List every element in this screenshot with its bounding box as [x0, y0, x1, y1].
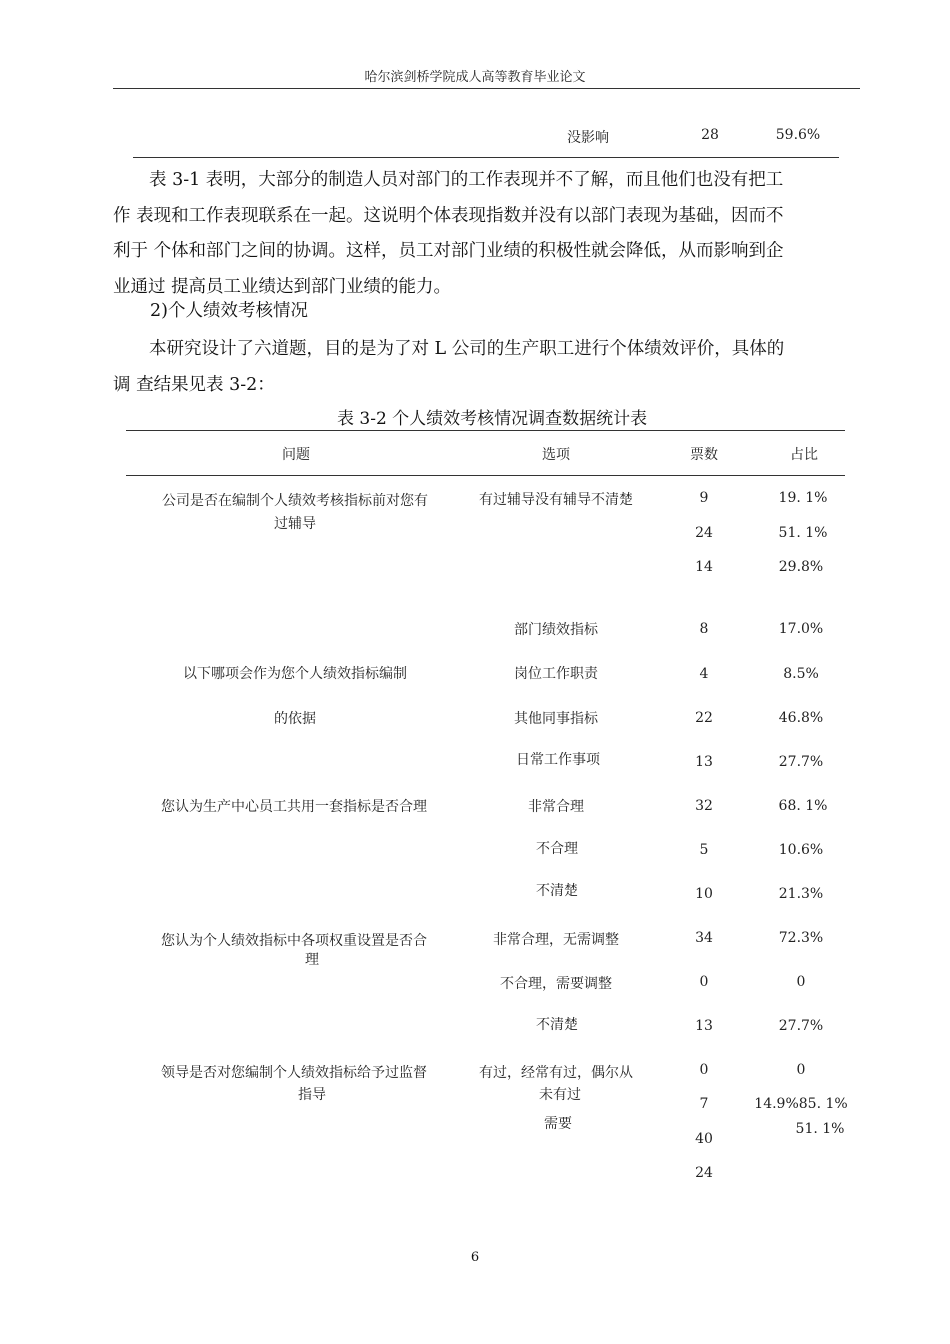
- q3-votes-2: 5: [699, 842, 709, 858]
- q2-ratio-2: 8.5%: [783, 666, 819, 682]
- q2-ratio-4: 27.7%: [778, 754, 824, 770]
- prev-table-bottom-rule: [133, 157, 839, 158]
- paragraph-line: 业通过 提高员工业绩达到部门业绩的能力。: [113, 276, 452, 297]
- q4-votes-1: 34: [695, 930, 713, 946]
- q3-ratio-3: 21.3%: [778, 886, 824, 902]
- q3-ratio-2: 10.6%: [778, 842, 824, 858]
- q5-question-line2: 指导: [298, 1087, 326, 1103]
- q5-ratio-2: 14.9%85. 1%: [754, 1096, 848, 1112]
- prev-table-option: 没影响: [567, 130, 609, 146]
- q4-option-3: 不清楚: [536, 1017, 578, 1033]
- q3-votes-3: 10: [695, 886, 713, 902]
- page-number: 6: [470, 1250, 480, 1265]
- q5-votes-4: 24: [695, 1165, 713, 1181]
- q5-ratio-1: 0: [796, 1062, 806, 1078]
- q5-option-line3: 需要: [544, 1116, 572, 1132]
- q4-option-1: 非常合理，无需调整: [493, 932, 619, 948]
- q2-question-line2: 的依据: [274, 711, 316, 727]
- q3-option-2: 不合理: [536, 841, 578, 857]
- q4-question-line2: 理: [305, 952, 319, 968]
- prev-table-votes: 28: [701, 127, 719, 143]
- q2-votes-4: 13: [695, 754, 713, 770]
- table-top-rule: [126, 430, 845, 431]
- q5-votes-2: 7: [699, 1096, 709, 1112]
- paragraph-line: 调 查结果见表 3-2：: [113, 374, 275, 395]
- prev-table-ratio: 59.6%: [775, 127, 821, 143]
- q1-question-line2: 过辅导: [274, 516, 316, 532]
- q4-option-2: 不合理，需要调整: [500, 976, 612, 992]
- paragraph-line: 作 表现和工作表现联系在一起。这说明个体表现指数并没有以部门表现为基础，因而不: [113, 205, 784, 226]
- q1-votes-1: 9: [699, 490, 709, 506]
- q2-option-4: 日常工作事项: [516, 752, 600, 768]
- q2-votes-1: 8: [699, 621, 709, 637]
- q5-votes-3: 40: [695, 1131, 713, 1147]
- table-caption: 表 3-2 个人绩效考核情况调查数据统计表: [337, 409, 648, 429]
- header-rule: [113, 88, 860, 89]
- q1-ratio-1: 19. 1%: [778, 490, 828, 506]
- page-header: 哈尔滨剑桥学院成人高等教育毕业论文: [364, 70, 586, 85]
- q3-option-1: 非常合理: [528, 799, 584, 815]
- section-heading: 2)个人绩效考核情况: [150, 301, 308, 321]
- body-paragraph-1: [113, 163, 859, 305]
- q4-votes-3: 13: [695, 1018, 713, 1034]
- column-header-ratio: 占比: [790, 447, 818, 463]
- column-header-votes: 票数: [690, 447, 718, 463]
- q2-option-3: 其他同事指标: [514, 711, 598, 727]
- q4-question-line1: 您认为个人绩效指标中各项权重设置是否合: [161, 933, 427, 949]
- q5-ratio-3: 51. 1%: [795, 1121, 845, 1137]
- q5-question-line1: 领导是否对您编制个人绩效指标给予过监督: [161, 1065, 427, 1081]
- q1-votes-3: 14: [695, 559, 713, 575]
- q4-ratio-3: 27.7%: [778, 1018, 824, 1034]
- paragraph-line: 本研究设计了六道题，目的是为了对 L 公司的生产职工进行个体绩效评价，具体的: [149, 339, 785, 359]
- paragraph-line: 利于 个体和部门之间的协调。这样，员工对部门业绩的积极性就会降低，从而影响到企: [113, 241, 784, 261]
- q2-option-1: 部门绩效指标: [514, 622, 598, 638]
- q5-option-line2: 未有过: [539, 1087, 581, 1103]
- q2-votes-2: 4: [699, 666, 709, 682]
- q3-option-3: 不清楚: [536, 883, 578, 899]
- q2-ratio-3: 46.8%: [778, 710, 824, 726]
- paragraph-line: 表 3-1 表明，大部分的制造人员对部门的工作表现并不了解，而且他们也没有把工: [149, 170, 784, 190]
- body-paragraph-2: [113, 332, 859, 403]
- q1-option: 有过辅导没有辅导不清楚: [479, 492, 633, 508]
- q4-ratio-2: 0: [796, 974, 806, 990]
- q2-votes-3: 22: [695, 710, 713, 726]
- column-header-question: 问题: [282, 447, 310, 463]
- q3-ratio-1: 68. 1%: [778, 798, 828, 814]
- q1-ratio-3: 29.8%: [778, 559, 824, 575]
- q5-option-line1: 有过，经常有过，偶尔从: [479, 1065, 633, 1081]
- q1-ratio-2: 51. 1%: [778, 525, 828, 541]
- q4-votes-2: 0: [699, 974, 709, 990]
- q1-votes-2: 24: [695, 525, 713, 541]
- q4-ratio-1: 72.3%: [778, 930, 824, 946]
- q3-question: 您认为生产中心员工共用一套指标是否合理: [161, 799, 427, 815]
- q2-ratio-1: 17.0%: [778, 621, 824, 637]
- q2-question-line1: 以下哪项会作为您个人绩效指标编制: [183, 666, 407, 682]
- q1-question-line1: 公司是否在编制个人绩效考核指标前对您有: [162, 493, 428, 509]
- table-header-rule: [126, 475, 845, 476]
- q5-votes-1: 0: [699, 1062, 709, 1078]
- q3-votes-1: 32: [695, 798, 713, 814]
- column-header-option: 选项: [542, 447, 570, 463]
- q2-option-2: 岗位工作职责: [514, 666, 598, 682]
